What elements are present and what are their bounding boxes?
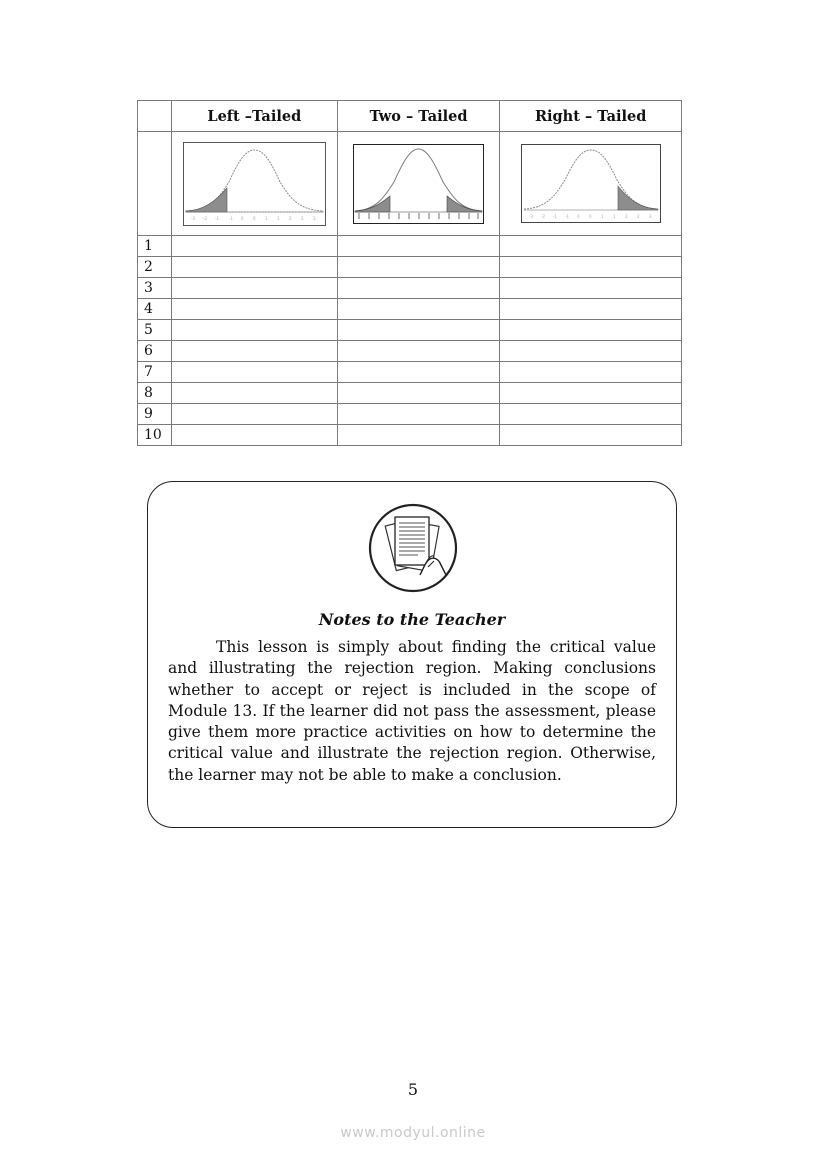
graph-row-empty-cell: [138, 132, 172, 236]
two-tailed-graph-cell: [337, 132, 500, 236]
svg-text:-2: -2: [540, 214, 545, 219]
answer-cell: [171, 299, 337, 320]
header-right-tailed: Right – Tailed: [500, 101, 682, 132]
notes-to-teacher-box: [147, 481, 677, 828]
row-number: 6: [138, 341, 172, 362]
svg-text:2: 2: [636, 214, 640, 219]
row-number: 10: [138, 425, 172, 446]
svg-text:-3: -3: [528, 214, 533, 219]
answer-cell: [337, 278, 500, 299]
answer-cell: [500, 383, 682, 404]
answer-cell: [337, 425, 500, 446]
svg-text:-1: -1: [564, 214, 569, 219]
row-number: 9: [138, 404, 172, 425]
answer-cell: [337, 404, 500, 425]
answer-cell: [171, 383, 337, 404]
row-number: 3: [138, 278, 172, 299]
answer-cell: [337, 383, 500, 404]
header-two-tailed: Two – Tailed: [337, 101, 500, 132]
right-tailed-curve-icon: [521, 144, 661, 223]
row-number: 1: [138, 236, 172, 257]
answer-cell: [337, 362, 500, 383]
table-row: [138, 425, 682, 446]
answer-cell: [500, 404, 682, 425]
answer-cell: [171, 320, 337, 341]
left-tailed-graph-cell: [171, 132, 337, 236]
papers-in-hand-icon: [368, 503, 458, 593]
answer-cell: [500, 362, 682, 383]
svg-text:0: 0: [576, 214, 580, 219]
watermark: www.modyul.online: [340, 1125, 486, 1141]
svg-text:1: 1: [612, 214, 616, 219]
answer-cell: [500, 299, 682, 320]
svg-text:0: 0: [240, 215, 244, 221]
row-number: 7: [138, 362, 172, 383]
svg-text:1: 1: [600, 214, 604, 219]
svg-text:-2: -2: [202, 215, 207, 221]
svg-text:0: 0: [588, 214, 592, 219]
answer-cell: [500, 320, 682, 341]
answer-cell: [171, 236, 337, 257]
table-row: [138, 383, 682, 404]
table-row: [138, 320, 682, 341]
row-number: 4: [138, 299, 172, 320]
table-row: [138, 278, 682, 299]
answer-cell: [171, 257, 337, 278]
notes-title: Notes to the Teacher: [318, 610, 506, 629]
answer-table: [137, 100, 682, 446]
row-number: 8: [138, 383, 172, 404]
two-tailed-curve-icon: [353, 144, 484, 224]
table-row: [138, 299, 682, 320]
table-row: [138, 236, 682, 257]
svg-text:-1: -1: [228, 215, 233, 221]
svg-text:-1: -1: [214, 215, 219, 221]
right-tailed-graph-cell: [500, 132, 682, 236]
graph-row: [138, 132, 682, 236]
answer-cell: [500, 257, 682, 278]
table-row: [138, 257, 682, 278]
answer-cell: [500, 236, 682, 257]
answer-cell: [337, 320, 500, 341]
answer-cell: [337, 257, 500, 278]
notes-body: This lesson is simply about finding the critical value and illustrating the rejection region. Making conclusions whether to accept or reject is included in the scope of Module 13. If the learner did not pass the assessment, please give them more practice activities on how to determine the critical value and illustrate the rejection region. Otherwise, the learner may not be able to make a conclusion.: [168, 638, 656, 784]
row-number: 5: [138, 320, 172, 341]
answer-cell: [171, 362, 337, 383]
svg-text:1: 1: [276, 215, 280, 221]
svg-text:1: 1: [264, 215, 268, 221]
svg-text:2: 2: [300, 215, 304, 221]
answer-cell: [500, 425, 682, 446]
answer-cell: [171, 425, 337, 446]
svg-text:3: 3: [312, 215, 316, 221]
left-tailed-curve-icon: [183, 142, 326, 226]
svg-text:-3: -3: [190, 215, 195, 221]
svg-text:3: 3: [648, 214, 652, 219]
header-empty: [138, 101, 172, 132]
svg-text:2: 2: [624, 214, 628, 219]
row-number: 2: [138, 257, 172, 278]
answer-cell: [337, 236, 500, 257]
answer-cell: [500, 341, 682, 362]
answer-cell: [171, 404, 337, 425]
table-header-row: [138, 101, 682, 132]
answer-cell: [171, 341, 337, 362]
svg-text:-1: -1: [552, 214, 557, 219]
svg-text:0: 0: [252, 215, 256, 221]
header-left-tailed: Left –Tailed: [171, 101, 337, 132]
answer-cell: [500, 278, 682, 299]
table-row: [138, 341, 682, 362]
page-number: 5: [407, 1080, 419, 1099]
answer-cell: [337, 299, 500, 320]
answer-cell: [337, 341, 500, 362]
svg-text:2: 2: [288, 215, 292, 221]
table-row: [138, 362, 682, 383]
table-row: [138, 404, 682, 425]
answer-cell: [171, 278, 337, 299]
